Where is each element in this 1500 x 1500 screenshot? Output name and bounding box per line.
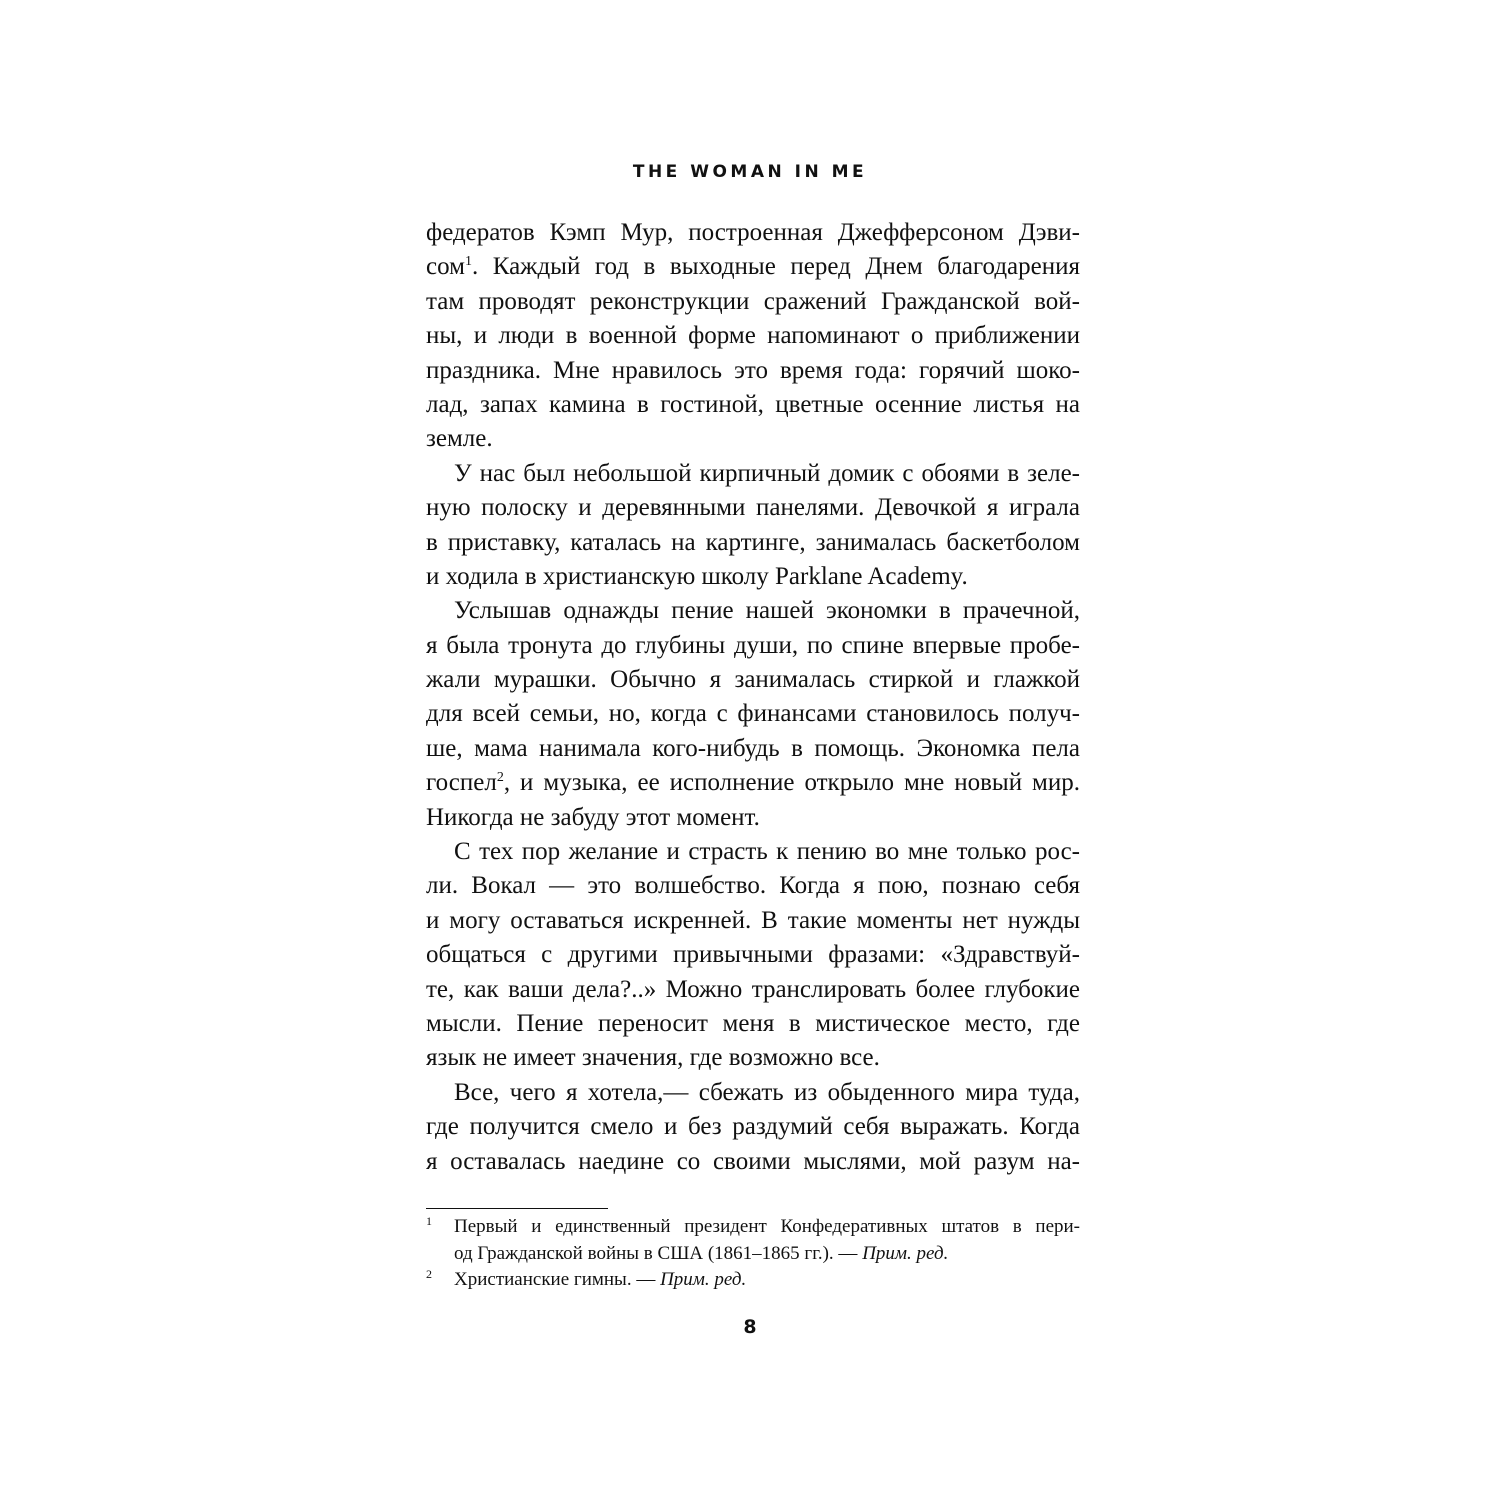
page-number: 8 [743,1316,757,1338]
text-line: и могу оставаться искренней. В такие моменты нет нужды [426,906,1080,934]
text-fragment: сом [426,253,465,281]
footnote-ref: 1 [464,254,472,270]
text-line: Услышав однажды пение нашей экономки в прачечной, [454,597,1080,625]
footnote-text: Первый и единственный президент Конфедеративных штатов в пери- [454,1216,1080,1237]
text-line: федератов Кэмп Мур, построенная Джефферсоном Дэви- [426,219,1080,246]
text-line [426,766,1080,800]
footnote-text: од Гражданской войны в США (1861–1865 гг.). — [454,1242,863,1264]
text-line: те, как ваши дела?..» Можно транслировать более глубокие [426,975,1080,1003]
footnote-text: Христианские гимны. — [454,1269,661,1290]
text-line: и ходила в христианскую школу Parklane Academy. [426,562,968,590]
text-line: ную полоску и деревянными панелями. Девочкой я играла [426,494,1080,522]
text-line: Никогда не забуду этот момент. [426,803,760,831]
text-line: ше, мама нанимала кого-нибудь в помощь. Экономка пела [426,734,1080,762]
text-line: земле. [426,425,493,453]
body-text [426,216,1080,1179]
text-line: для всей семьи, но, когда с финансами становилось получ- [426,700,1080,728]
text-line: общаться с другими привычными фразами: «Здравствуй- [426,941,1080,969]
text-line: лад, запах камина в гостиной, цветные осенние листья на [426,390,1080,418]
text-line: праздника. Мне нравилось это время года: горячий шоко- [426,356,1080,384]
editor-note: Прим. ред. [660,1269,747,1290]
running-head: THE WOMAN IN ME [632,162,868,182]
footnote-ref: 2 [496,770,504,786]
text-line: С тех пор желание и страсть к пению во мне только рос- [454,838,1080,866]
footnote-1: 1 Первый и единственный президент Конфедеративных штатов в пери- [426,1214,1080,1237]
text-line [426,250,1080,284]
text-line: У нас был небольшой кирпичный домик с обоями в зеле- [454,459,1080,487]
text-line: в приставку, каталась на картинге, занималась баскетболом [426,528,1080,556]
text-line: там проводят реконструкции сражений Гражданской вой- [426,287,1080,315]
footnote-divider [426,1208,608,1209]
text-line: я оставалась наедине со своими мыслями, мой разум на- [426,1147,1080,1175]
text-line: я была тронута до глубины души, по спине впервые пробе- [426,631,1080,659]
text-line: где получится смело и без раздумий себя выражать. Когда [426,1113,1080,1141]
text-line: Все, чего я хотела,— сбежать из обыденного мира туда, [454,1078,1080,1106]
text-fragment: госпел [426,769,497,797]
footnotes [426,1214,1080,1294]
text-fragment: . Каждый год в выходные перед Днем благодарения [471,253,1080,281]
footnote-2: 2 Христианские гимны. — Прим. ред. [426,1267,747,1290]
text-line: жали мурашки. Обычно я занималась стиркой и глажкой [426,666,1080,694]
text-line: мысли. Пение переносит меня в мистическое место, где [426,1009,1080,1037]
text-line: язык не имеет значения, где возможно все. [426,1044,880,1072]
text-line: ли. Вокал — это волшебство. Когда я пою, познаю себя [426,872,1080,900]
text-line: ны, и люди в военной форме напоминают о приближении [426,322,1080,350]
footnote-1-continued [426,1241,1080,1268]
text-fragment: , и музыка, ее исполнение открыло мне новый мир. [503,769,1080,797]
editor-note: Прим. ред. [862,1242,949,1264]
